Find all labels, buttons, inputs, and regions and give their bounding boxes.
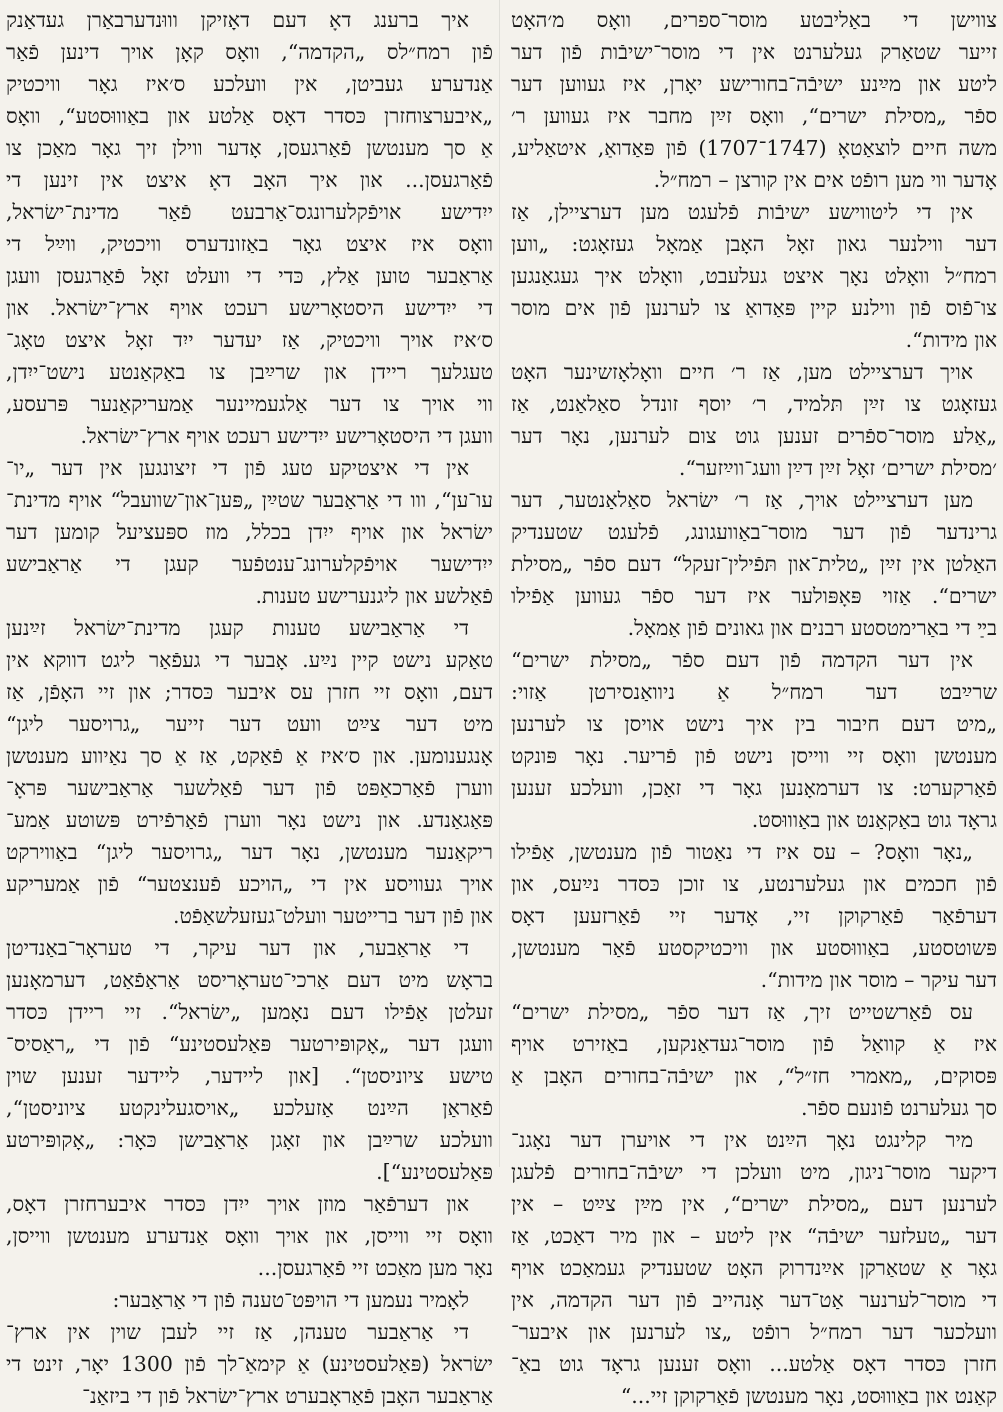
text-line: אויך דערציילט מען, אַז ר׳ חיים וואָלאָזשינער האָט: [511, 360, 973, 384]
text-line: און דערפֿאַר מוזן אויך ייִדן כּסדר איבערחזרן דאָס,: [6, 1192, 469, 1216]
text-line: עו־ען“, ווו די אַראַבער שטײַן „פּען־און־שוועבל“ אויף מדינת־: [6, 488, 493, 512]
text-line: מיט דער צײַט וועט דער זייער „גרויסער ליגן“: [6, 712, 493, 736]
text-line: איז אַ קוואַל פֿון מוסר־געדאַנקען, באַזירט אויף: [511, 1032, 997, 1056]
paragraph: [511, 836, 997, 996]
paragraph: [511, 356, 997, 484]
text-line: מען דערציילט אויך, אַז ר׳ ישׂראל סאַלאַנטער, דער: [511, 488, 973, 512]
text-line: ספֿר „מסילת ישרים“, וואָס זײַן מחבר איז געווען ר׳: [511, 104, 997, 128]
column-divider: [499, 0, 500, 1167]
paragraph: [6, 612, 493, 932]
text-line: ס׳איז אויך וויכטיק, אַז יעדער ייִד זאָל איצט טאָג־: [6, 328, 493, 352]
text-line: געזאָגט צו זײַן תּלמיד, ר׳ יוסף זונדל סאַלאַנט, אַז: [511, 392, 997, 416]
text-line: אָדער ווי מען רופֿט אים אין קורצן – רמח״ל.: [653, 168, 997, 192]
text-line: די מוסר־לערנער אַט־דער אָנהייב פֿון דער הקדמה, אין: [511, 1288, 997, 1312]
text-line: וואָס איז איצט גאָר באַזונדערס וויכטיק, ווײַל די: [6, 232, 493, 256]
text-line: אַ סך מענטשן פֿאַרגעסן, אָדער ווילן זיך גאָר מאַכן צו: [6, 136, 493, 160]
text-line: וועגן דער „אָקופּירטער פּאַלעסטינע“ פֿון די „ראַסיס־: [6, 1032, 493, 1056]
text-line: אין דער הקדמה פֿון דעם ספֿר „מסילת ישרים“: [511, 648, 973, 672]
text-line: שרײַבט דער רמח״ל אַ ניוואַנסירטן אַזוי:: [511, 680, 997, 704]
text-line: און מידות“.: [905, 328, 997, 352]
text-line: די ייִדישע היסטאָרישע רעכט אויף ארץ־ישׂראל. און: [6, 296, 493, 320]
text-line: ייִדישער אויפֿקלערונג־ענטפֿער קעגן די אַראַבישע: [6, 552, 493, 576]
paragraph: [6, 932, 493, 1188]
text-line: פּסוקים, „מאמרי חז״ל“, און ישיבֿה־בחורים האָבן אַ: [511, 1064, 997, 1088]
text-line: אויך געוויסע אין די „הויכע פֿענצטער“ פֿון אַמעריקע: [6, 872, 493, 896]
paragraph: [6, 1284, 493, 1316]
text-line: פֿאַראַן הײַנט אַזעלכע „אויסגעלינקטע ציוניסטן“,: [6, 1096, 493, 1120]
text-line: זייער שטאַרק געלערנט אין די מוסר־ישיבֿות פֿון דער: [511, 40, 997, 64]
text-line: פּאַלעסטינע“].: [376, 1160, 493, 1184]
text-line: דערפֿאַר פֿאַרקוקן זיי, אָדער זיי פֿאַרזעען דאָס: [511, 904, 997, 928]
text-line: און פֿון דער ברייטער וועלט־געזעלשאַפֿט.: [173, 904, 493, 928]
text-line: קאַנט און באַוווּסט, נאָר מענטשן פֿאַרקוקן זיי...“: [620, 1384, 997, 1408]
text-line: וועגן די היסטאָרישע ייִדישע רעכט אויף ארץ־ישׂראל.: [80, 424, 493, 448]
text-line: ייִדישע אויפֿקלערונגס־אַרבעט פֿאַר מדינת־ישׂראל,: [6, 200, 493, 224]
text-line: פֿון רמח״לס „הקדמה“, וואָס קאָן אויך דינען פֿאַר: [6, 40, 493, 64]
text-line: צו־פֿוס פֿון ווילנע קיין פּאַדואַ צו לערנען פֿון אים מוסר: [511, 296, 997, 320]
paragraph: [511, 996, 997, 1124]
text-line: רמח״ל וואָלט נאָך איצט געלעבט, וואָלט איך געגאַנגען: [511, 264, 997, 288]
text-line: טישע ציוניסטן“. [און ליידער, ליידער זענען שוין: [6, 1064, 493, 1088]
text-line: ישׂראל און אויף ייִדן בכלל, מוז ספּעציעל קומען דער: [6, 520, 493, 544]
text-line: דיקער מוסר־ניגון, מיט וועלכן די ישיבֿה־בחורים פֿלעגן: [511, 1160, 997, 1184]
text-line: אָנגענומען. און ס׳איז אַ פֿאַקט, אַז אַ סך נאַיווע מענטשן: [6, 744, 493, 768]
text-line: דער ווילנער גאון זאָל האָבן אַמאָל געזאָגט: „ווען: [511, 232, 997, 256]
text-line: פֿאַלשע און ליגנערישע טענות.: [255, 584, 493, 608]
text-line: חזרן כּסדר דאָס אַלטע... וואָס זענען גראָד גוט באַ־: [511, 1352, 997, 1376]
text-line: בראָש מיט דעם אַרכי־טעראָריסט אַראַפֿאַט, דערמאָנען: [6, 968, 493, 992]
text-line: צווישן די באַליבטע מוסר־ספרים, וואָס מ׳האָט: [511, 8, 997, 32]
text-line: בײַ די באַרימטסטע רבנים און גאונים פֿון אַמאָל.: [627, 616, 997, 640]
text-line: איך ברענג דאָ דעם דאָזיקן וווּנדערבאַרן געדאַנק: [6, 8, 469, 32]
text-line: „אַלע מוסר־ספֿרים זענען גוט צום לערנען, נאָר דער: [511, 424, 997, 448]
text-line: עס פֿאַרשטייט זיך, אַז דער ספֿר „מסילת ישרים“: [511, 1000, 973, 1024]
text-line: וואָס זיי ווייסן, און אויך וואָס אַנדערע מענטשן ווייסן,: [6, 1224, 493, 1248]
text-line: ווערן פֿאַרכאַפּט פֿון דער פֿאַלשער אַראַבישער פּראָ־: [6, 776, 493, 800]
text-line: דער „טעלזער ישיבֿה“ אין ליטע – און מיר דאַכט, אַז: [511, 1224, 997, 1248]
text-line: אַנדערע געביטן, אין וועלכע ס׳איז גאָר וויכטיק: [6, 72, 493, 96]
text-line: פּשוטסטע, באַוווּסטע און וויכטיקסטע פֿאַר מענטשן,: [511, 936, 997, 960]
text-line: אַראַבער האָבן פֿאַראָבערט ארץ־ישׂראל פֿון די ביזאַנ־: [82, 1384, 493, 1408]
paragraph: [6, 1188, 493, 1284]
text-line: וועלכער דער רמח״ל רופֿט „צו לערנען און איבער־: [511, 1320, 997, 1344]
text-line: „מיט דעם חיבור בין איך נישט אויסן צו לערנען: [511, 712, 997, 736]
text-line: ישׂראל (פּאַלעסטינע) אַ קימאַ־לך פֿון 1300 יאָר, זינט די: [6, 1352, 493, 1376]
text-line: גראָד גוט באַקאַנט און באַוווּסט.: [751, 808, 997, 832]
left-column: [6, 4, 499, 1408]
paragraph: [511, 484, 997, 644]
text-line: ישרים“. אַזוי פּאָפּולער איז דער ספֿר געווען אַפֿילו: [511, 584, 997, 608]
text-line: „נאָר וואָס? – עס איז די נאַטור פֿון מענטשן, אַפֿילו: [511, 840, 973, 864]
text-line: לערנען דעם „מסילת ישרים“, אין מײַן צײַט – אין: [511, 1192, 997, 1216]
text-line: אין די איצטיקע טעג פֿון די זיצונגען אין דער „יו־: [6, 456, 469, 480]
text-line: טעגלעך ריידן און שרײַבן צו באַקאַנטע נישט־ייִדן,: [6, 360, 493, 384]
text-line: אַראַבער טוען אַלץ, כּדי די וועלט זאָל פֿאַרגעסן וועגן: [6, 264, 493, 288]
text-line: דעם, וואָס זיי חזרן עס איבער כּסדר; און זיי האָפֿן, אַז: [6, 680, 493, 704]
text-line: פֿון חכמים און געלערנטע, צו זוכן כּסדר נײַעס, און: [511, 872, 997, 896]
text-line: דער עיקר – מוסר און מידות“.: [760, 968, 997, 992]
text-line: משה חיים לוצאַטאָ (1747־1707) פֿון פּאַדואַ, איטאַליע,: [511, 136, 997, 160]
text-line: פּאַגאַנדע. און נישט נאָר ווערן פֿאַרפֿירט פּשוטע אַמע־: [6, 808, 493, 832]
text-line: זעלטן אַפֿילו דעם נאָמען „ישׂראל“. זיי ריידן כּסדר: [6, 1000, 493, 1024]
paragraph: [6, 1316, 493, 1412]
text-line: לאָמיר נעמען די הויפּט־טענה פֿון די אַראַבער:: [112, 1288, 469, 1312]
text-line: ׳מסילת ישרים׳ זאָל זײַן דײַן וועג־ווײַזער“.: [678, 456, 997, 480]
text-line: די אַראַבער, און דער עיקר, די טעראָר־באַנדיטן: [6, 936, 469, 960]
text-line: מענטשן וואָס זיי ווייסן נישט פֿון פֿריער. נאָר פּונקט: [511, 744, 997, 768]
text-line: סך געלערנט פֿונעם ספֿר.: [801, 1096, 997, 1120]
paragraph: [6, 4, 493, 452]
paragraph: [511, 196, 997, 356]
text-line: וועלכע שרײַבן און זאָגן אַראַבישן כּאָר: „אָקופּירטע: [6, 1128, 493, 1152]
paragraph: [511, 4, 997, 196]
text-line: נאָר מען מאַכט זיי פֿאַרגעסן...: [257, 1256, 493, 1280]
text-line: אין די ליטווישע ישיבֿות פֿלעגט מען דערציילן, אַז: [511, 200, 973, 224]
paragraph: [6, 452, 493, 612]
text-line: גרינדער פֿון דער מוסר־באַוועגונג, פֿלעגט שטענדיק: [511, 520, 997, 544]
text-line: פֿאַרגעסן... און איך האָב דאָ איצט אין זינען די: [6, 168, 493, 192]
text-line: די אַראַבער טענהן, אַז זיי לעבן שוין אין ארץ־: [6, 1320, 469, 1344]
text-line: „איבערצוחזרן כּסדר דאָס אַלטע און באַוווּסטע“, וואָס: [6, 104, 493, 128]
text-line: ווי אויך צו דער אַלגעמיינער אַמעריקאַנער פּרעסע,: [6, 392, 493, 416]
paragraph: [511, 1124, 997, 1412]
text-line: גאָר אַ שטאַרקן אײַנדרוק האָט שטענדיק געמאַכט אויף: [511, 1256, 997, 1280]
text-line: טאַקע נישט קיין נײַע. אָבער די געפֿאַר ליגט דווקא אין: [6, 648, 493, 672]
text-line: ליטע און מײַנע ישיבֿה־בחורישע יאָרן, איז געווען דער: [511, 72, 997, 96]
text-line: פֿאַרקערט: צו דערמאָנען גאָר די זאַכן, וועלכע זענען: [511, 776, 997, 800]
right-column: [505, 4, 997, 1408]
text-line: האַלטן אין זײַן „טלית־און תּפֿילין־זעקל“ דעם ספֿר „מסילת: [511, 552, 997, 576]
text-line: ריקאַנער מענטשן, נאָר דער „גרויסער ליגן“ באַווירקט: [6, 840, 493, 864]
text-line: די אַראַבישע טענות קעגן מדינת־ישׂראל זײַנען: [6, 616, 469, 640]
text-line: מיר קלינגט נאָך הײַנט אין די אויערן דער נאָגנ־: [511, 1128, 973, 1152]
paragraph: [511, 644, 997, 836]
